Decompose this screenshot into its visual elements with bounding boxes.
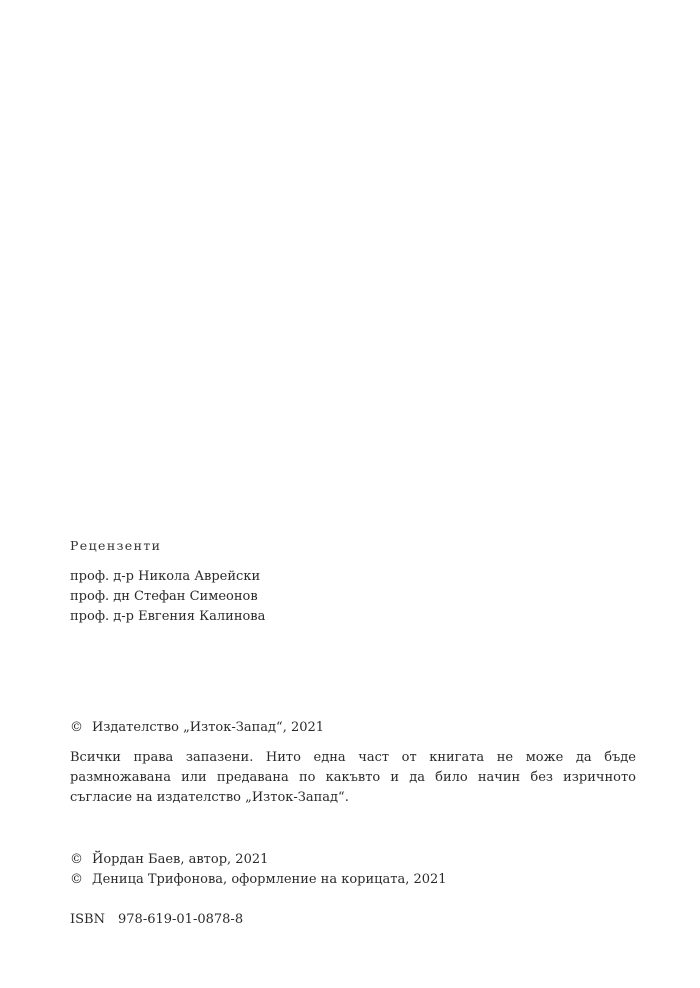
copyright-section <box>70 718 636 821</box>
credits-section <box>70 850 447 890</box>
isbn-value: 978-619-01-0878-8 <box>118 912 244 927</box>
cover-design-copyright <box>70 870 447 890</box>
author-copyright <box>70 850 447 870</box>
reviewer-name: проф. д-р Евгения Калинова <box>70 609 266 624</box>
isbn-line <box>70 910 243 930</box>
publisher-copyright <box>70 718 636 738</box>
copyright-symbol: © <box>70 852 83 867</box>
rights-notice: Всички права запазени. Нито една част от книгата не може да бъде размножавана или предавана по какъвто и да било начин без изричното съгласие на издателство „Изток-Запад“. <box>70 750 636 805</box>
cover-design-copyright-text: Деница Трифонова, оформление на корицата, 2021 <box>92 872 447 887</box>
reviewers-heading: Рецензенти <box>70 538 162 553</box>
reviewer-name: проф. д-р Никола Аврейски <box>70 569 261 584</box>
reviewers-section <box>70 538 265 627</box>
reviewer-name: проф. дн Стефан Симеонов <box>70 589 258 604</box>
publisher-copyright-text: Издателство „Изток-Запад“, 2021 <box>92 720 325 735</box>
isbn-label: ISBN <box>70 912 105 927</box>
copyright-symbol: © <box>70 720 83 735</box>
reviewer-list <box>70 567 265 627</box>
copyright-symbol: © <box>70 872 83 887</box>
author-copyright-text: Йордан Баев, автор, 2021 <box>92 852 269 867</box>
